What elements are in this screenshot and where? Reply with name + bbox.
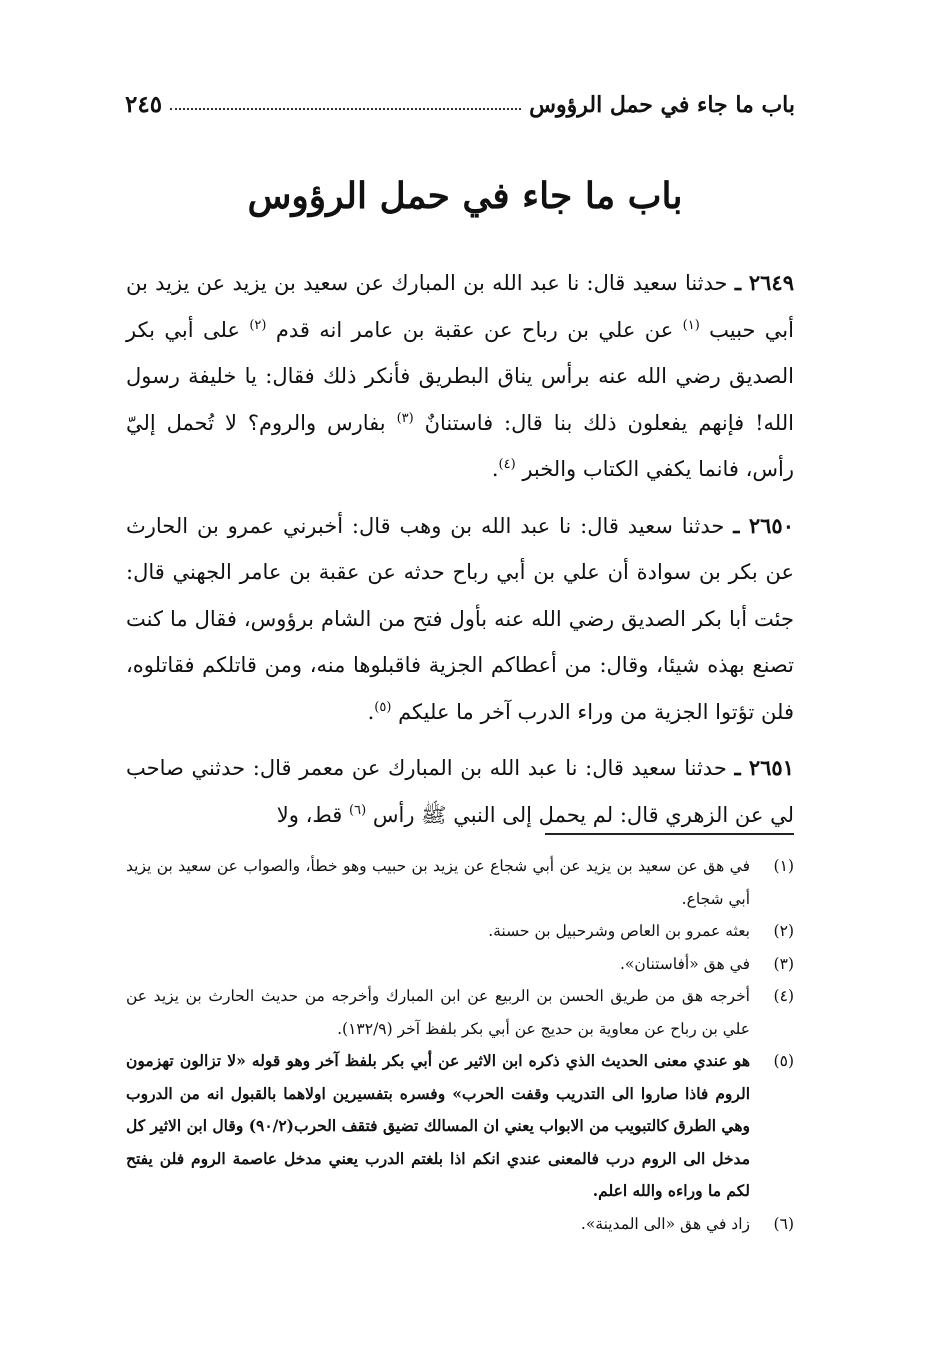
chapter-title: باب ما جاء في حمل الرؤوس: [247, 175, 683, 217]
footnote-marker: (٢): [773, 922, 794, 940]
main-text: [126, 260, 794, 848]
footnote-text: في هق «أفاستنان».: [619, 954, 750, 973]
footnotes: [126, 850, 794, 1240]
hadith-number: ٢٦٥١ ـ: [734, 755, 794, 780]
hadith-text: بفارس والروم؟ لا تُحمل إليّ رأس، فانما يكفي الكتاب والخبر: [126, 410, 794, 481]
running-title: باب ما جاء في حمل الرؤوس: [529, 92, 795, 118]
footnote-text: بعثه عمرو بن العاص وشرحبيل بن حسنة.: [488, 922, 750, 940]
footnote-5: [126, 1045, 794, 1208]
hadith-text: عن علي بن رباح عن عقبة بن عامر انه قدم: [275, 317, 674, 342]
footnote-ref[interactable]: (٤): [498, 457, 516, 472]
hadith-number: ٢٦٥٠ ـ: [733, 512, 794, 538]
footnote-separator: [545, 833, 794, 835]
hadith-text: حدثنا سعيد قال: نا عبد الله بن المبارك عن معمر قال: حدثني صاحب لي عن الزهري قال: لم يحمل إلى النبي ﷺ رأس: [126, 756, 794, 827]
footnote-ref[interactable]: (٥): [374, 699, 392, 715]
footnote-text: أخرجه هق من طريق الحسن بن الربيع عن ابن المبارك وأخرجه من حديث الحارث بن يزيد عن علي بن رباح عن معاوية بن حديج عن أبي بكر بلفظ آخر (١٣٢/٩).: [126, 987, 750, 1038]
hadith-text: .: [367, 699, 375, 724]
hadith-2651: [126, 745, 794, 838]
hadith-text: حدثنا سعيد قال: نا عبد الله بن وهب قال: أخبرني عمرو بن الحارث عن بكر بن سوادة أن علي بن أبي رباح حدثه عن عقبة بن عامر الجهني قال: جئت أبا بكر الصديق رضي الله عنه بأول فتح من الشام برؤوس، فقال ما كنت تصنع بهذه شيئا، وقال: من أعطاكم الجزية فاقبلوها منه، ومن قاتلكم فقاتلوه، فلن تؤتوا الجزية من وراء الدرب آخر ما عليكم: [126, 513, 794, 724]
footnote-1: [126, 850, 794, 915]
running-header: [125, 78, 795, 118]
footnote-marker: (٤): [773, 987, 794, 1005]
footnote-text: في هق عن سعيد بن يزيد عن أبي شجاع عن يزيد بن حبيب وهو خطأ، والصواب عن سعيد بن يزيد أبي شجاع.: [126, 857, 750, 908]
hadith-2649: [126, 260, 794, 493]
footnote-marker: (٥): [773, 1052, 794, 1070]
footnote-4: [126, 980, 794, 1045]
footnote-ref[interactable]: (١): [682, 317, 700, 333]
footnote-6: [126, 1208, 794, 1241]
footnote-text: هو عندي معنى الحديث الذي ذكره ابن الاثير عن أبي بكر بلفظ آخر وهو قوله «لا تزالون تهزمون الروم فاذا صاروا الى التدريب وقفت الحرب» وفسره بتفسيرين اولاهما بالقبول انه من الدروب وهي الطرق كالتبويب من الابواب يعني ان المسالك تضيق فتقف الحرب(٩٠/٢) وقال ابن الاثير كل مدخل الى الروم درب فالمعنى عندي انكم اذا بلغتم الدرب يعني مدخل عاصمة الروم فلن يفتح لكم ما وراءه والله اعلم.: [126, 1051, 750, 1200]
footnote-marker: (٦): [773, 1214, 794, 1233]
footnote-3: [126, 948, 794, 981]
footnote-ref[interactable]: (٣): [396, 410, 414, 426]
hadith-2650: [126, 503, 794, 736]
hadith-text: .: [491, 457, 499, 481]
hadith-text: على أبي بكر الصديق رضي الله عنه برأس يناق البطريق فأنكر ذلك فقال: يا خليفة رسول الله! فإنهم يفعلون ذلك بنا قال: فاستنانٌ: [126, 317, 794, 435]
page-number: ٢٤٥: [125, 91, 163, 118]
hadith-text: حدثنا سعيد قال: نا عبد الله بن المبارك عن سعيد بن يزيد عن يزيد بن أبي حبيب: [126, 271, 794, 342]
header-dotted-leader: [170, 108, 521, 110]
hadith-text: قط، ولا: [276, 802, 343, 827]
hadith-number: ٢٦٤٩ ـ: [734, 270, 794, 295]
footnote-text: زاد في هق «الى المدينة».: [580, 1214, 750, 1233]
footnote-marker: (٣): [773, 954, 794, 973]
footnote-ref[interactable]: (٦): [349, 802, 367, 818]
footnote-marker: (١): [773, 857, 794, 875]
footnote-ref[interactable]: (٢): [249, 317, 267, 333]
footnote-2: [126, 915, 794, 948]
